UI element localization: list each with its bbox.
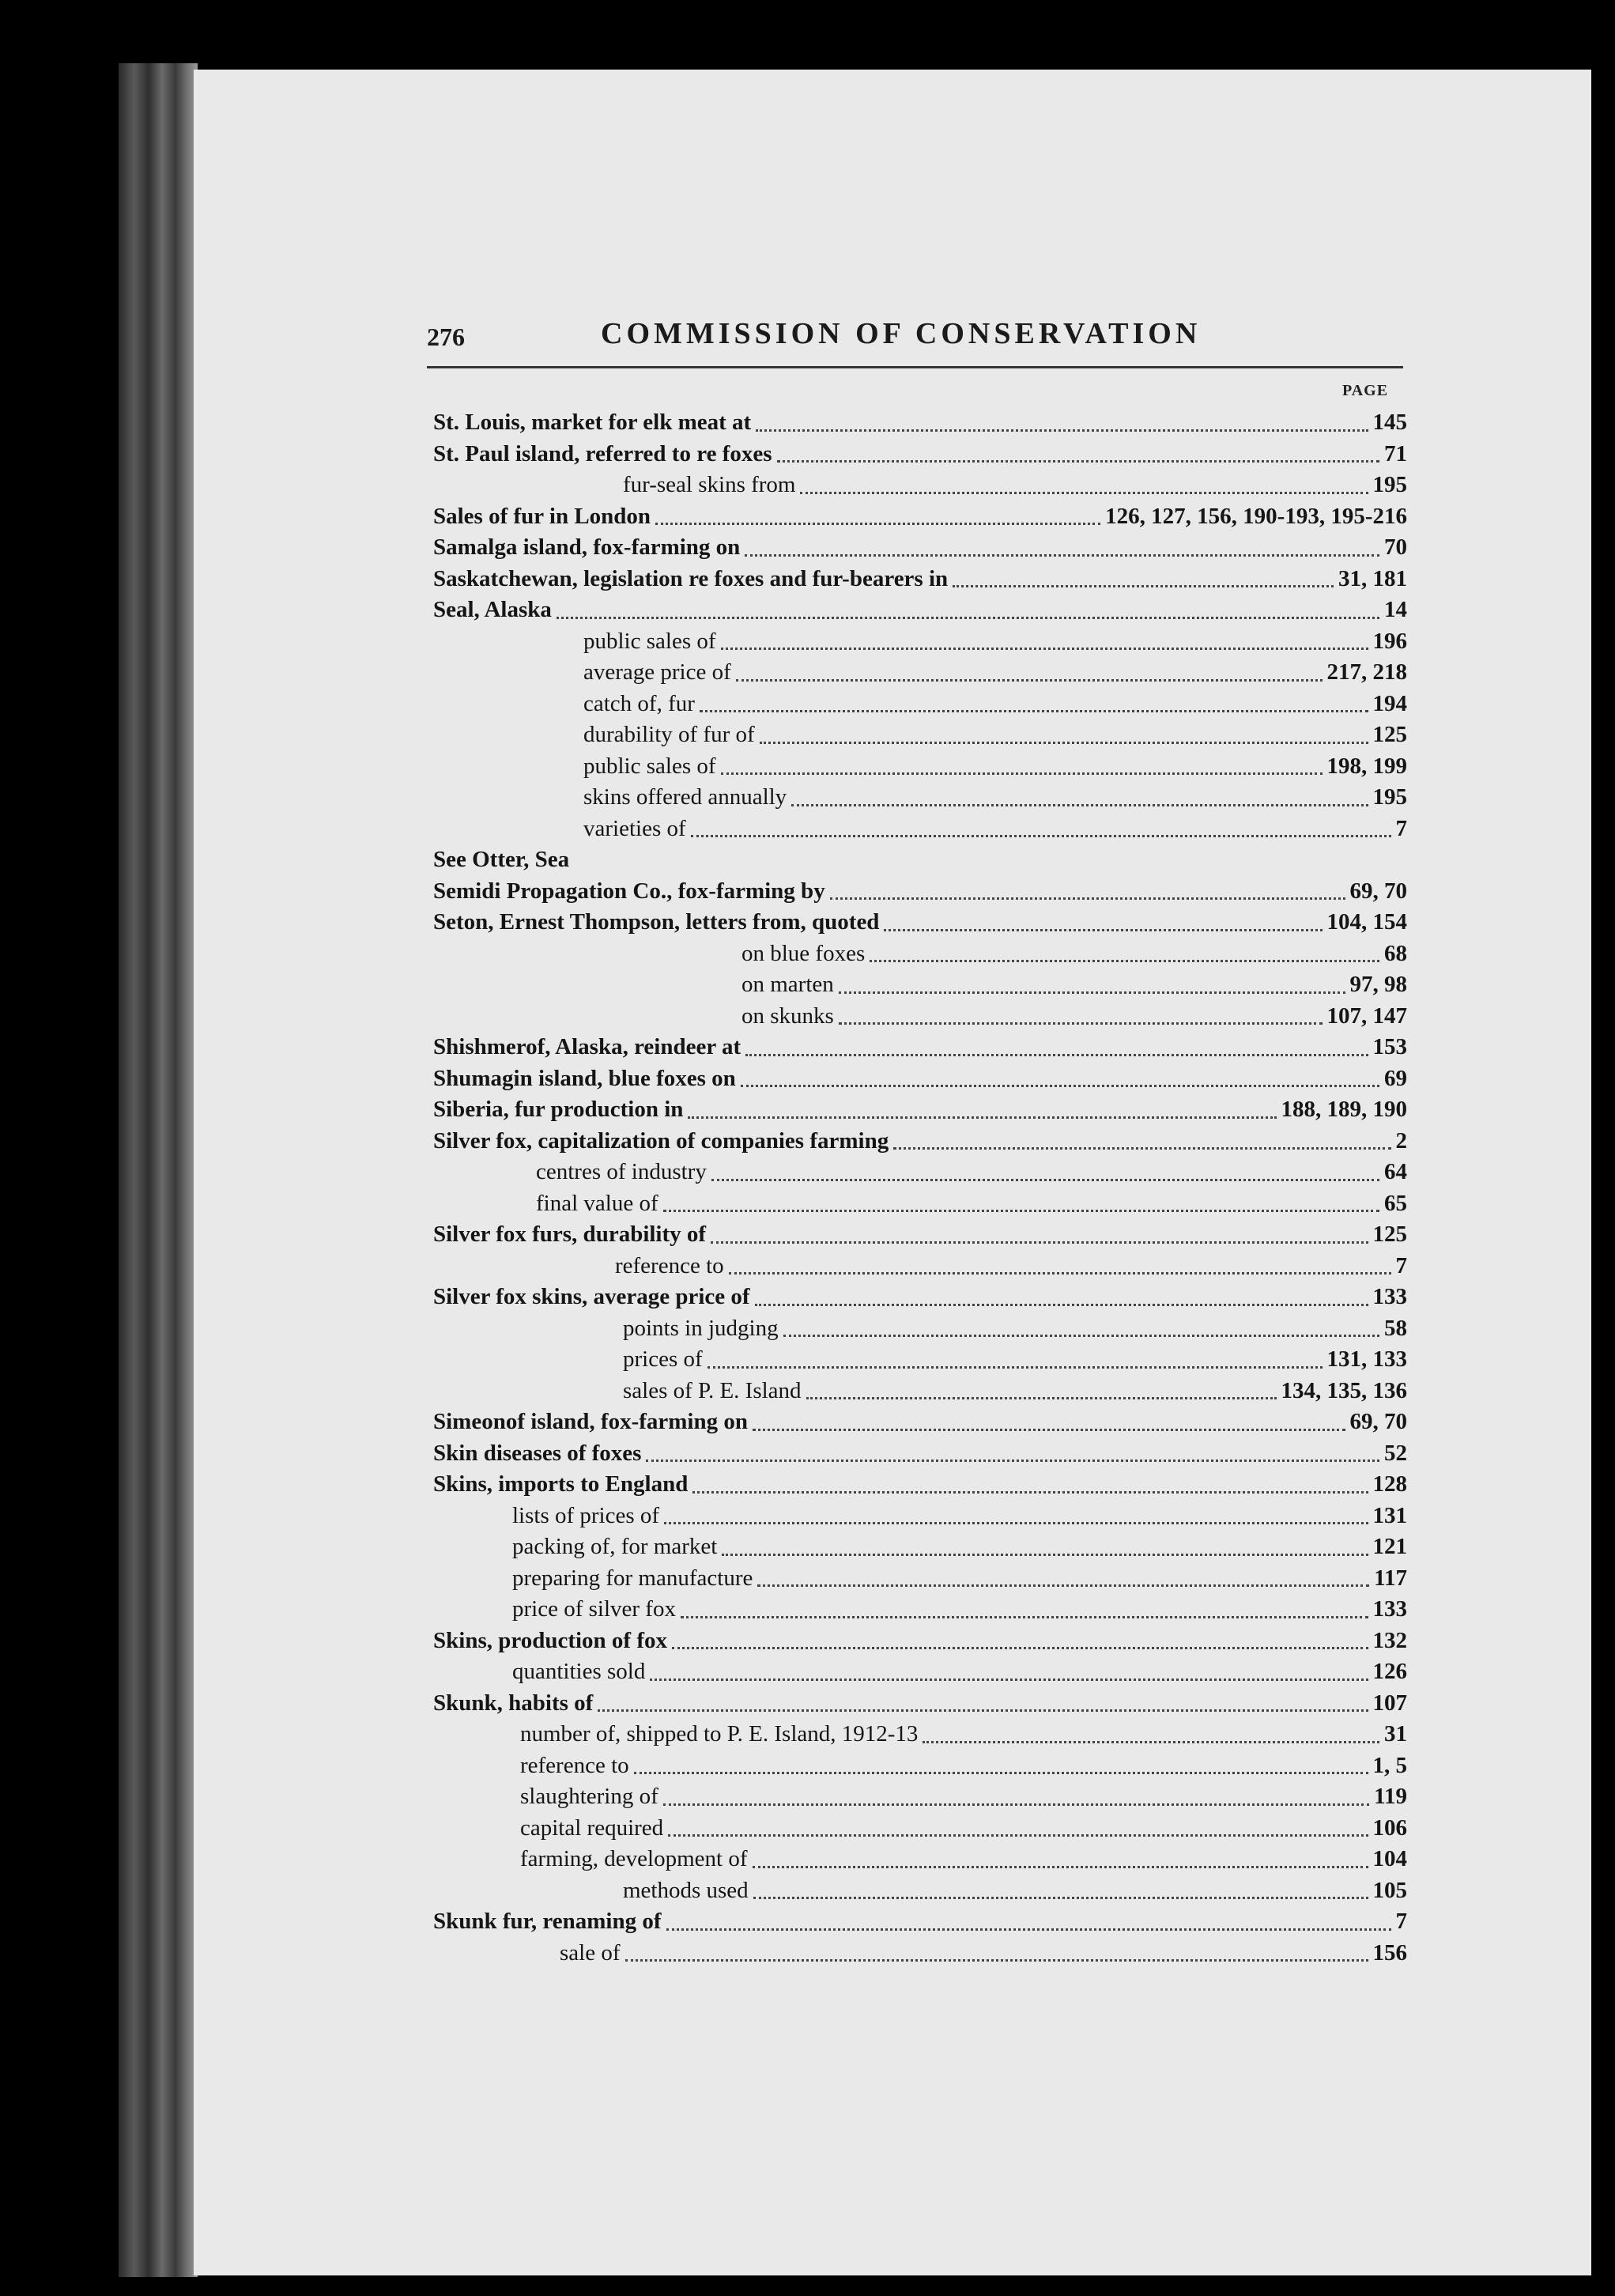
entry-label: public sales of bbox=[583, 753, 716, 779]
index-entry bbox=[433, 689, 1407, 720]
page-header bbox=[427, 316, 1403, 357]
index-entry bbox=[433, 1313, 1407, 1345]
index-entry bbox=[433, 501, 1407, 533]
entry-pages: 104, 154 bbox=[1326, 909, 1407, 935]
dot-leader bbox=[688, 1116, 1276, 1119]
dot-leader bbox=[721, 772, 1323, 775]
index-entry bbox=[433, 439, 1407, 470]
dot-leader bbox=[783, 1335, 1379, 1337]
index-entry bbox=[433, 1376, 1407, 1407]
entry-pages: 65 bbox=[1384, 1190, 1407, 1216]
index-entry bbox=[433, 1906, 1407, 1938]
entry-label: Semidi Propagation Co., fox-farming by bbox=[433, 878, 825, 904]
entry-label: St. Louis, market for elk meat at bbox=[433, 410, 752, 435]
dot-leader bbox=[839, 991, 1345, 994]
dot-leader bbox=[655, 523, 1100, 525]
book-page-edges bbox=[119, 63, 198, 2277]
dot-leader bbox=[736, 679, 1323, 682]
entry-label: on blue foxes bbox=[741, 940, 866, 966]
dot-leader bbox=[757, 1584, 1369, 1587]
entry-pages: 156 bbox=[1372, 1939, 1407, 1966]
dot-leader bbox=[711, 1179, 1379, 1181]
entry-pages: 58 bbox=[1384, 1315, 1407, 1341]
entry-label: Skins, production of fox bbox=[433, 1627, 667, 1653]
index-entry bbox=[433, 1001, 1407, 1033]
index-entry bbox=[433, 876, 1407, 908]
index-entry bbox=[433, 1750, 1407, 1782]
index-entry bbox=[433, 1875, 1407, 1907]
dot-leader bbox=[681, 1616, 1368, 1618]
dot-leader bbox=[755, 1304, 1368, 1306]
entry-pages: 188, 189, 190 bbox=[1281, 1097, 1407, 1122]
entry-pages: 134, 135, 136 bbox=[1281, 1377, 1407, 1403]
entry-pages: 125 bbox=[1372, 1222, 1407, 1247]
index-entry bbox=[433, 1157, 1407, 1188]
entry-label: final value of bbox=[536, 1190, 658, 1216]
index-entry bbox=[433, 1626, 1407, 1657]
dot-leader bbox=[625, 1959, 1368, 1962]
entry-label: sales of P. E. Island bbox=[623, 1377, 802, 1403]
entry-label: centres of industry bbox=[536, 1159, 707, 1184]
entry-pages: 126, 127, 156, 190-193, 195-216 bbox=[1105, 503, 1407, 529]
entry-pages: 64 bbox=[1384, 1159, 1407, 1184]
dot-leader bbox=[953, 585, 1334, 587]
entry-label: prices of bbox=[623, 1346, 703, 1372]
index-entry bbox=[433, 1282, 1407, 1313]
entry-pages: 69, 70 bbox=[1349, 1409, 1407, 1434]
entry-label: Shishmerof, Alaska, reindeer at bbox=[433, 1034, 741, 1059]
dot-leader bbox=[806, 1397, 1277, 1399]
entry-label: on skunks bbox=[741, 1003, 834, 1029]
index-entry bbox=[433, 719, 1407, 751]
entry-label: reference to bbox=[520, 1752, 629, 1778]
running-title: COMMISSION OF CONSERVATION bbox=[601, 317, 1202, 350]
entry-pages: 104 bbox=[1372, 1846, 1407, 1871]
entry-pages: 107 bbox=[1372, 1690, 1407, 1716]
dot-leader bbox=[745, 1054, 1368, 1056]
index-entry bbox=[433, 1219, 1407, 1251]
dot-leader bbox=[634, 1772, 1368, 1774]
entry-pages: 7 bbox=[1395, 1252, 1407, 1278]
entry-label: skins offered annually bbox=[583, 784, 787, 810]
index-entry bbox=[433, 1688, 1407, 1720]
entry-pages: 196 bbox=[1372, 628, 1407, 654]
dot-leader bbox=[700, 710, 1368, 712]
index-entry bbox=[433, 470, 1407, 501]
index-entry bbox=[433, 1469, 1407, 1501]
entry-pages: 106 bbox=[1372, 1815, 1407, 1841]
entry-label: Skunk fur, renaming of bbox=[433, 1909, 662, 1934]
dot-leader bbox=[557, 617, 1379, 619]
entry-label: Silver fox furs, durability of bbox=[433, 1222, 707, 1247]
index-entry bbox=[433, 1251, 1407, 1282]
index-entry bbox=[433, 1531, 1407, 1563]
entry-label: price of silver fox bbox=[512, 1596, 676, 1622]
entry-label: Skins, imports to England bbox=[433, 1471, 689, 1497]
entry-label: See Otter, Sea bbox=[433, 847, 570, 872]
entry-label: Samalga island, fox-farming on bbox=[433, 534, 741, 560]
index-entry bbox=[433, 532, 1407, 564]
entry-pages: 132 bbox=[1372, 1627, 1407, 1653]
entry-label: points in judging bbox=[623, 1315, 779, 1341]
entry-pages: 131, 133 bbox=[1326, 1346, 1407, 1372]
entry-pages: 70 bbox=[1384, 534, 1407, 560]
dot-leader bbox=[756, 429, 1368, 432]
entry-pages: 126 bbox=[1372, 1659, 1407, 1684]
index-entry bbox=[433, 564, 1407, 595]
dot-leader bbox=[711, 1241, 1368, 1244]
index-entry bbox=[433, 1594, 1407, 1626]
entry-pages: 2 bbox=[1395, 1127, 1407, 1154]
entry-pages: 97, 98 bbox=[1349, 972, 1407, 997]
index-entry bbox=[433, 1438, 1407, 1470]
dot-leader bbox=[753, 1897, 1368, 1899]
index-entry bbox=[433, 969, 1407, 1001]
entry-label: methods used bbox=[623, 1877, 749, 1903]
entry-pages: 69, 70 bbox=[1349, 878, 1407, 904]
entry-pages: 7 bbox=[1395, 1909, 1407, 1934]
entry-label: fur-seal skins from bbox=[623, 472, 796, 497]
dot-leader bbox=[663, 1803, 1369, 1806]
entry-label: Seal, Alaska bbox=[433, 597, 552, 622]
index-entry bbox=[433, 1719, 1407, 1750]
entry-pages: 145 bbox=[1372, 410, 1407, 435]
entry-label: durability of fur of bbox=[583, 722, 755, 747]
index-entry bbox=[433, 1188, 1407, 1220]
header-rule bbox=[427, 366, 1403, 368]
entry-pages: 198, 199 bbox=[1326, 753, 1407, 779]
dot-leader bbox=[893, 1147, 1390, 1150]
dot-leader bbox=[598, 1709, 1368, 1712]
dot-leader bbox=[745, 554, 1379, 557]
entry-pages: 31 bbox=[1384, 1721, 1407, 1747]
entry-label: preparing for manufacture bbox=[512, 1565, 753, 1591]
entry-label: catch of, fur bbox=[583, 690, 695, 716]
dot-leader bbox=[923, 1741, 1379, 1743]
index-entry bbox=[433, 844, 1407, 876]
entry-label: Siberia, fur production in bbox=[433, 1097, 684, 1122]
index-entry bbox=[433, 1781, 1407, 1813]
page-column-label: PAGE bbox=[1342, 382, 1389, 399]
dot-leader bbox=[691, 835, 1391, 837]
dot-leader bbox=[668, 1834, 1368, 1837]
dot-leader bbox=[830, 897, 1345, 900]
entry-label: average price of bbox=[583, 659, 731, 685]
entry-pages: 125 bbox=[1372, 722, 1407, 747]
entry-pages: 1, 5 bbox=[1372, 1752, 1407, 1778]
entry-pages: 119 bbox=[1374, 1784, 1407, 1809]
entry-pages: 121 bbox=[1372, 1534, 1407, 1559]
entry-pages: 195 bbox=[1372, 784, 1407, 810]
entry-label: farming, development of bbox=[520, 1846, 748, 1871]
entry-label: Shumagin island, blue foxes on bbox=[433, 1065, 736, 1091]
entry-pages: 195 bbox=[1372, 472, 1407, 497]
index-entry bbox=[433, 657, 1407, 689]
index-entry bbox=[433, 1407, 1407, 1438]
entry-label: Skin diseases of foxes bbox=[433, 1440, 642, 1466]
dot-leader bbox=[791, 804, 1368, 806]
entry-label: Skunk, habits of bbox=[433, 1690, 594, 1716]
entry-pages: 68 bbox=[1384, 940, 1407, 966]
index-entry bbox=[433, 1063, 1407, 1095]
dot-leader bbox=[800, 492, 1368, 494]
entry-label: St. Paul island, referred to re foxes bbox=[433, 440, 772, 466]
index-entry bbox=[433, 1844, 1407, 1875]
dot-leader bbox=[870, 960, 1379, 962]
dot-leader bbox=[722, 1554, 1368, 1556]
dot-leader bbox=[753, 1866, 1368, 1868]
entry-pages: 7 bbox=[1395, 815, 1407, 841]
entry-pages: 105 bbox=[1372, 1877, 1407, 1903]
dot-leader bbox=[650, 1679, 1368, 1681]
entry-label: lists of prices of bbox=[512, 1502, 660, 1528]
entry-label: Silver fox skins, average price of bbox=[433, 1284, 750, 1309]
entry-pages: 71 bbox=[1384, 440, 1407, 466]
dot-leader bbox=[741, 1085, 1379, 1087]
index-entry bbox=[433, 1813, 1407, 1845]
index-entry bbox=[433, 626, 1407, 658]
index-entry bbox=[433, 1032, 1407, 1063]
entry-label: public sales of bbox=[583, 628, 716, 654]
dot-leader bbox=[884, 929, 1322, 931]
index-entry bbox=[433, 751, 1407, 783]
entry-pages: 153 bbox=[1372, 1034, 1407, 1059]
index-entry bbox=[433, 1563, 1407, 1595]
dot-leader bbox=[708, 1366, 1323, 1369]
entry-pages: 107, 147 bbox=[1326, 1003, 1407, 1029]
entry-pages: 69 bbox=[1384, 1065, 1407, 1091]
entry-label: Sales of fur in London bbox=[433, 503, 651, 529]
entry-label: Simeonof island, fox-farming on bbox=[433, 1409, 748, 1434]
index-entries bbox=[433, 407, 1407, 1969]
index-entry bbox=[433, 1344, 1407, 1376]
entry-pages: 31, 181 bbox=[1338, 565, 1407, 591]
entry-label: packing of, for market bbox=[512, 1534, 718, 1559]
index-entry bbox=[433, 595, 1407, 626]
index-entry bbox=[433, 1126, 1407, 1157]
entry-pages: 117 bbox=[1374, 1565, 1407, 1591]
index-entry bbox=[433, 938, 1407, 970]
entry-label: number of, shipped to P. E. Island, 1912-13 bbox=[520, 1721, 919, 1747]
dot-leader bbox=[692, 1491, 1368, 1494]
index-entry bbox=[433, 814, 1407, 845]
entry-label: Seton, Ernest Thompson, letters from, quoted bbox=[433, 909, 880, 935]
entry-pages: 52 bbox=[1384, 1440, 1407, 1466]
dot-leader bbox=[753, 1429, 1345, 1431]
entry-pages: 14 bbox=[1384, 597, 1407, 622]
dot-leader bbox=[666, 1928, 1391, 1931]
entry-label: Silver fox, capitalization of companies farming bbox=[433, 1127, 889, 1154]
entry-pages: 133 bbox=[1372, 1596, 1407, 1622]
index-entry bbox=[433, 782, 1407, 814]
dot-leader bbox=[646, 1460, 1379, 1462]
entry-label: sale of bbox=[560, 1939, 621, 1966]
dot-leader bbox=[663, 1210, 1379, 1212]
entry-pages: 133 bbox=[1372, 1284, 1407, 1309]
index-entry bbox=[433, 1938, 1407, 1969]
entry-pages: 217, 218 bbox=[1326, 659, 1407, 685]
entry-pages: 194 bbox=[1372, 690, 1407, 716]
dot-leader bbox=[721, 648, 1368, 650]
page-number: 276 bbox=[427, 323, 465, 351]
entry-label: slaughtering of bbox=[520, 1784, 658, 1809]
entry-label: Saskatchewan, legislation re foxes and fur-bearers in bbox=[433, 565, 949, 591]
entry-pages: 131 bbox=[1372, 1502, 1407, 1528]
index-entry bbox=[433, 1656, 1407, 1688]
index-entry bbox=[433, 407, 1407, 439]
entry-label: on marten bbox=[741, 972, 834, 997]
dot-leader bbox=[729, 1272, 1391, 1275]
entry-label: reference to bbox=[615, 1252, 724, 1278]
index-entry bbox=[433, 1501, 1407, 1532]
dot-leader bbox=[760, 742, 1368, 744]
entry-label: capital required bbox=[520, 1815, 664, 1841]
index-entry bbox=[433, 907, 1407, 938]
entry-label: varieties of bbox=[583, 815, 686, 841]
entry-pages: 128 bbox=[1372, 1471, 1407, 1497]
dot-leader bbox=[664, 1522, 1368, 1524]
dot-leader bbox=[672, 1647, 1368, 1649]
dot-leader bbox=[777, 460, 1379, 463]
dot-leader bbox=[839, 1022, 1323, 1025]
index-entry bbox=[433, 1094, 1407, 1126]
entry-label: quantities sold bbox=[512, 1659, 646, 1684]
